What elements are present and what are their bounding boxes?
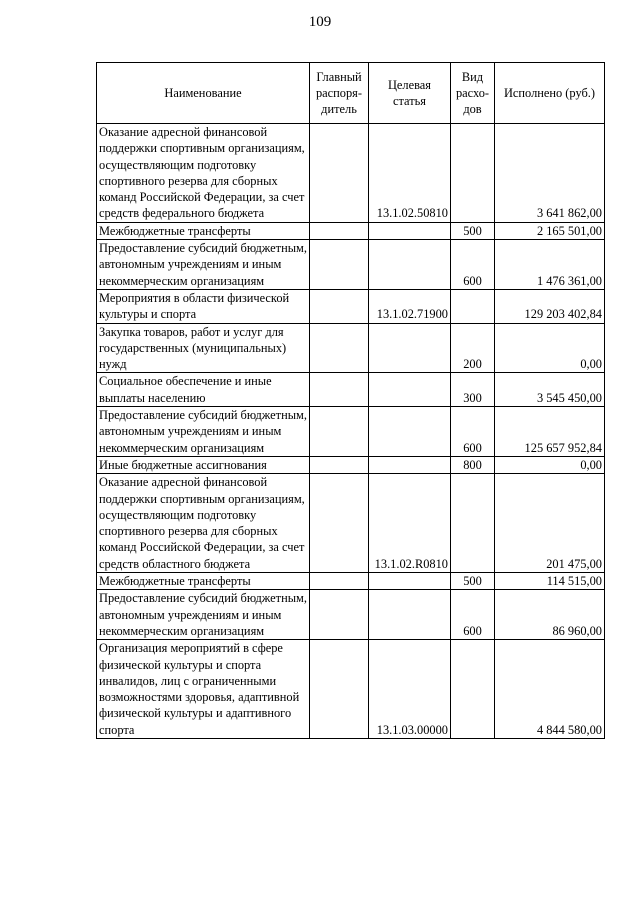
row-admin	[310, 573, 369, 590]
row-amount: 125 657 952,84	[495, 407, 605, 457]
row-name: Иные бюджетные ассигнования	[97, 456, 310, 473]
table-row	[97, 240, 605, 290]
row-name: Мероприятия в области физической культуры и спорта	[97, 289, 310, 323]
row-name: Межбюджетные трансферты	[97, 573, 310, 590]
row-name: Оказание адресной финансовой поддержки спортивным организациям, осуществляющим подготовку спортивного резерва для сборных команд Российской Федерации, за счет средств федерального бюджета	[97, 124, 310, 223]
row-admin	[310, 124, 369, 223]
row-amount: 201 475,00	[495, 474, 605, 573]
row-admin	[310, 222, 369, 239]
table-row	[97, 373, 605, 407]
row-amount: 129 203 402,84	[495, 289, 605, 323]
table-row	[97, 456, 605, 473]
row-kind: 500	[451, 222, 495, 239]
column-header-admin: Главный распоря-дитель	[310, 63, 369, 124]
row-amount: 0,00	[495, 456, 605, 473]
row-admin	[310, 240, 369, 290]
table-row	[97, 124, 605, 223]
row-target	[369, 590, 451, 640]
row-name: Предоставление субсидий бюджетным, автономным учреждениям и иным некоммерческим организациям	[97, 590, 310, 640]
row-target: 13.1.02.R0810	[369, 474, 451, 573]
row-target	[369, 407, 451, 457]
row-kind: 600	[451, 590, 495, 640]
table-body	[97, 124, 605, 739]
row-kind: 300	[451, 373, 495, 407]
table-row	[97, 640, 605, 739]
table-row	[97, 573, 605, 590]
row-kind	[451, 640, 495, 739]
row-admin	[310, 289, 369, 323]
row-target: 13.1.03.00000	[369, 640, 451, 739]
row-kind: 500	[451, 573, 495, 590]
column-header-kind: Вид расхо-дов	[451, 63, 495, 124]
row-admin	[310, 323, 369, 373]
row-name: Закупка товаров, работ и услуг для государственных (муниципальных) нужд	[97, 323, 310, 373]
row-amount: 0,00	[495, 323, 605, 373]
row-kind: 600	[451, 407, 495, 457]
row-target	[369, 373, 451, 407]
row-admin	[310, 373, 369, 407]
row-target	[369, 323, 451, 373]
row-target	[369, 456, 451, 473]
table-row	[97, 407, 605, 457]
row-name: Социальное обеспечение и иные выплаты населению	[97, 373, 310, 407]
column-header-amount: Исполнено (руб.)	[495, 63, 605, 124]
table-row	[97, 474, 605, 573]
row-amount: 1 476 361,00	[495, 240, 605, 290]
row-admin	[310, 474, 369, 573]
table-header-row	[97, 63, 605, 124]
table-row	[97, 323, 605, 373]
row-amount: 3 641 862,00	[495, 124, 605, 223]
row-admin	[310, 407, 369, 457]
row-amount: 4 844 580,00	[495, 640, 605, 739]
row-name: Оказание адресной финансовой поддержки спортивным организациям, осуществляющим подготовку спортивного резерва для сборных команд Российской Федерации, за счет средств областного бюджета	[97, 474, 310, 573]
table-row	[97, 289, 605, 323]
row-name: Межбюджетные трансферты	[97, 222, 310, 239]
row-kind: 600	[451, 240, 495, 290]
row-target: 13.1.02.50810	[369, 124, 451, 223]
row-kind	[451, 124, 495, 223]
row-name: Организация мероприятий в сфере физической культуры и спорта инвалидов, лиц с ограниченными возможностями здоровья, адаптивной физической культуры и адаптивного спорта	[97, 640, 310, 739]
row-name: Предоставление субсидий бюджетным, автономным учреждениям и иным некоммерческим организациям	[97, 240, 310, 290]
row-kind	[451, 289, 495, 323]
row-amount: 3 545 450,00	[495, 373, 605, 407]
row-target	[369, 240, 451, 290]
budget-table	[96, 62, 605, 739]
row-target	[369, 222, 451, 239]
table-row	[97, 590, 605, 640]
row-kind	[451, 474, 495, 573]
row-amount: 114 515,00	[495, 573, 605, 590]
row-kind: 200	[451, 323, 495, 373]
row-target: 13.1.02.71900	[369, 289, 451, 323]
page-number: 109	[308, 14, 332, 30]
row-amount: 86 960,00	[495, 590, 605, 640]
row-target	[369, 573, 451, 590]
row-admin	[310, 456, 369, 473]
row-amount: 2 165 501,00	[495, 222, 605, 239]
column-header-name: Наименование	[97, 63, 310, 124]
row-admin	[310, 640, 369, 739]
row-kind: 800	[451, 456, 495, 473]
column-header-target: Целевая статья	[369, 63, 451, 124]
row-name: Предоставление субсидий бюджетным, автономным учреждениям и иным некоммерческим организациям	[97, 407, 310, 457]
row-admin	[310, 590, 369, 640]
table-row	[97, 222, 605, 239]
